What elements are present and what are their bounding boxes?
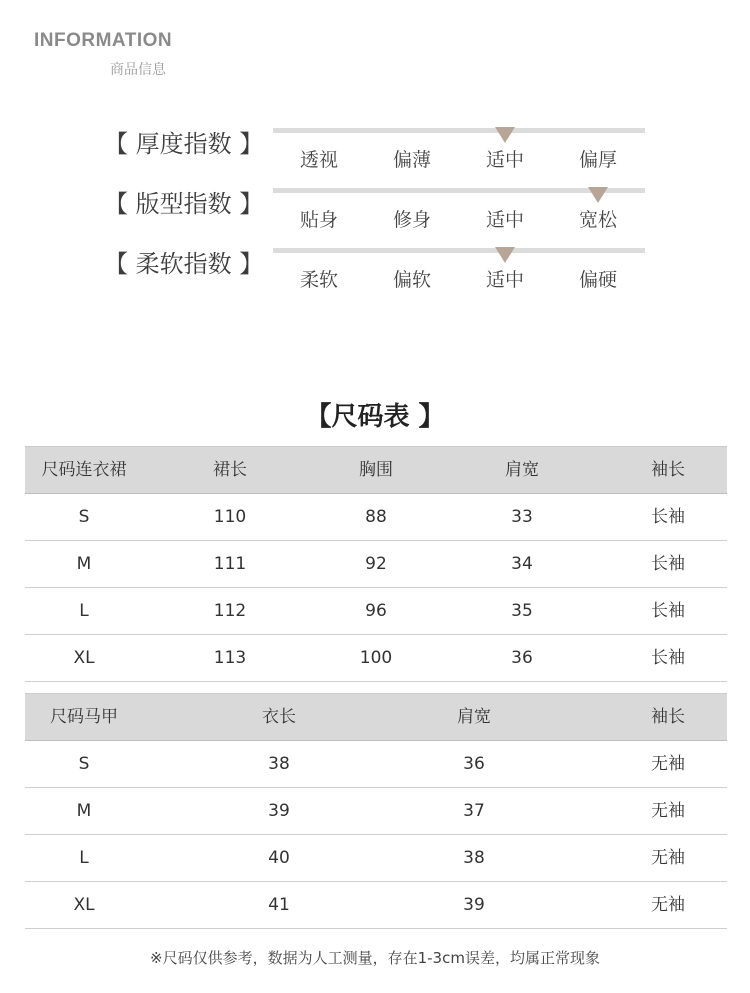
table-row (25, 494, 727, 541)
index-option: 适中 (485, 269, 524, 291)
table-row (25, 835, 727, 882)
table-cell: XL (73, 895, 95, 915)
index-option: 偏软 (392, 269, 431, 291)
table-cell: 无袖 (651, 754, 685, 774)
table-cell: 36 (511, 648, 533, 668)
table-header-cell: 尺码连衣裙 (41, 460, 127, 480)
table-header-cell: 裙长 (213, 460, 247, 480)
table-cell: 38 (268, 754, 290, 774)
table-cell: 96 (365, 601, 387, 621)
table-cell: 无袖 (651, 895, 685, 915)
header-title-cn: 商品信息 (110, 62, 166, 78)
size-chart-title: 【尺码表 】 (305, 402, 445, 432)
table-cell: 110 (213, 507, 247, 527)
index-option: 透视 (299, 149, 338, 171)
table-cell: 88 (365, 507, 387, 527)
fit-index-row (0, 188, 750, 248)
table-header-cell: 袖长 (651, 707, 685, 727)
index-option: 修身 (392, 209, 431, 231)
table-row (25, 635, 727, 682)
table-cell: 37 (463, 801, 485, 821)
index-option: 偏薄 (392, 149, 431, 171)
table-cell: 92 (365, 554, 387, 574)
table-cell: L (79, 601, 89, 621)
vest-size-table (25, 693, 727, 929)
table-header-row (25, 693, 727, 741)
softness-index-row (0, 248, 750, 308)
table-cell: 100 (359, 648, 393, 668)
table-cell: 41 (268, 895, 290, 915)
table-cell: 40 (268, 848, 290, 868)
table-row (25, 541, 727, 588)
table-cell: 无袖 (651, 848, 685, 868)
softness-index-bar (273, 248, 645, 253)
table-cell: 33 (511, 507, 533, 527)
thickness-index-row (0, 128, 750, 188)
fit-index-label: 【 版型指数 】 (104, 190, 264, 218)
index-option: 适中 (485, 149, 524, 171)
softness-index-label: 【 柔软指数 】 (104, 250, 264, 278)
table-header-cell: 袖长 (651, 460, 685, 480)
thickness-index-label: 【 厚度指数 】 (104, 130, 264, 158)
thickness-index-bar (273, 128, 645, 133)
table-header-row (25, 446, 727, 494)
index-option: 偏厚 (578, 149, 617, 171)
index-option: 柔软 (299, 269, 338, 291)
table-cell: 35 (511, 601, 533, 621)
table-cell: S (78, 507, 90, 527)
table-cell: XL (73, 648, 95, 668)
table-cell: 34 (511, 554, 533, 574)
measurement-note: ※尺码仅供参考，数据为人工测量，存在1-3cm误差，均属正常现象 (150, 949, 600, 967)
table-cell: 39 (268, 801, 290, 821)
table-cell: 113 (213, 648, 247, 668)
table-cell: M (76, 554, 92, 574)
table-header-cell: 尺码马甲 (50, 707, 118, 727)
softness-index-marker (495, 247, 515, 263)
table-row (25, 788, 727, 835)
table-cell: 长袖 (651, 601, 685, 621)
table-row (25, 741, 727, 788)
table-header-cell: 肩宽 (457, 707, 491, 727)
index-option: 贴身 (299, 209, 338, 231)
table-header-cell: 衣长 (262, 707, 296, 727)
header-title-en: INFORMATION (34, 30, 173, 51)
table-cell: 38 (463, 848, 485, 868)
table-header-cell: 胸围 (359, 460, 393, 480)
table-row (25, 588, 727, 635)
table-cell: 长袖 (651, 648, 685, 668)
index-option: 偏硬 (578, 269, 617, 291)
table-cell: 39 (463, 895, 485, 915)
index-option: 适中 (485, 209, 524, 231)
dress-size-table (25, 446, 727, 682)
table-cell: S (78, 754, 90, 774)
index-option: 宽松 (578, 209, 617, 231)
table-cell: M (76, 801, 92, 821)
table-cell: L (79, 848, 89, 868)
table-cell: 111 (213, 554, 247, 574)
thickness-index-marker (495, 127, 515, 143)
fit-index-marker (588, 187, 608, 203)
table-cell: 无袖 (651, 801, 685, 821)
table-cell: 长袖 (651, 507, 685, 527)
table-row (25, 882, 727, 929)
table-header-cell: 肩宽 (505, 460, 539, 480)
table-cell: 长袖 (651, 554, 685, 574)
table-cell: 112 (213, 601, 247, 621)
table-cell: 36 (463, 754, 485, 774)
